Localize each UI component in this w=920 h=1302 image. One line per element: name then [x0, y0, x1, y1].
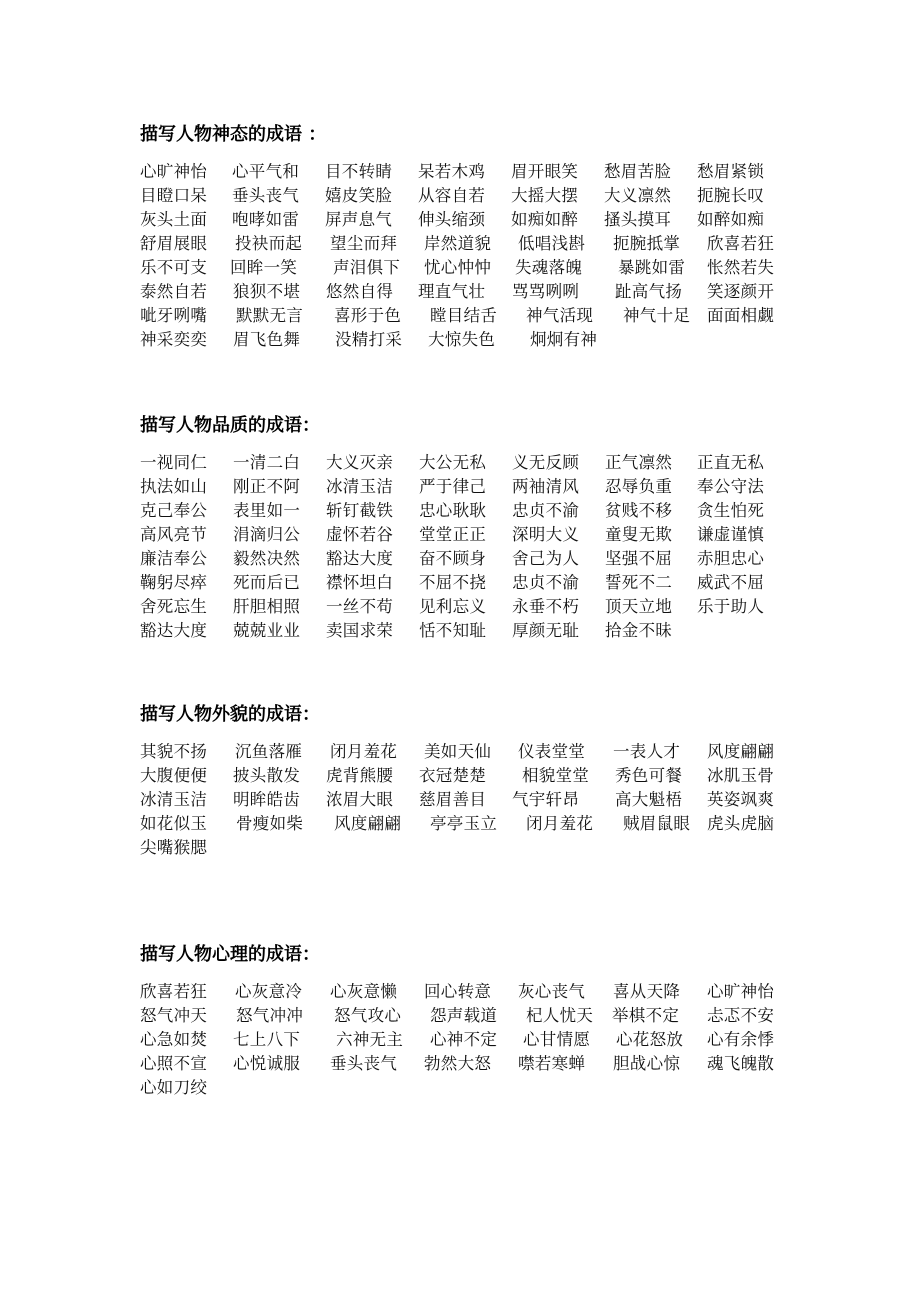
idiom: 冰清玉洁: [140, 790, 208, 809]
section-psychology: [140, 944, 820, 1100]
idiom: 回心转意: [424, 982, 492, 1001]
section-character: [140, 415, 820, 643]
section-heading: 描写人物神态的成语 ：: [140, 124, 327, 145]
idiom: 岸然道貌: [424, 234, 492, 253]
idiom: 神采奕奕: [140, 330, 208, 349]
idiom: 眉飞色舞: [233, 330, 301, 349]
idiom: 心花怒放: [616, 1030, 684, 1049]
section-demeanor: [140, 124, 820, 352]
idiom: 欣喜若狂: [140, 982, 208, 1001]
idiom: 风度翩翩: [334, 814, 402, 833]
idiom-row: [140, 160, 820, 184]
idiom-row: [140, 595, 820, 619]
idiom: 见利忘义: [419, 597, 487, 616]
idiom: 灰心丧气: [518, 982, 586, 1001]
idiom: 忠贞不渝: [512, 573, 580, 592]
idiom: 举棋不定: [612, 1006, 680, 1025]
idiom-row: [140, 1028, 820, 1052]
idiom: 扼腕抵掌: [613, 234, 681, 253]
idiom: 大摇大摆: [511, 186, 579, 205]
idiom-row: [140, 740, 820, 764]
idiom: 杞人忧天: [526, 1006, 594, 1025]
idiom: 堂堂正正: [419, 525, 487, 544]
idiom: 如花似玉: [140, 814, 208, 833]
idiom: 嬉皮笑脸: [325, 186, 393, 205]
idiom: 谦虚谨慎: [697, 525, 765, 544]
idiom: 心灰意懒: [330, 982, 398, 1001]
idiom: 死而后已: [233, 573, 301, 592]
idiom: 心旷神怡: [140, 162, 208, 181]
idiom: 亭亭玉立: [430, 814, 498, 833]
idiom: 心甘情愿: [523, 1030, 591, 1049]
idiom: 永垂不朽: [512, 597, 580, 616]
idiom: 大公无私: [419, 453, 487, 472]
idiom: 忍辱负重: [605, 477, 673, 496]
idiom-row: [140, 1052, 820, 1076]
idiom: 怨声载道: [430, 1006, 498, 1025]
idiom: 鞠躬尽瘁: [140, 573, 208, 592]
idiom-list: [140, 451, 820, 643]
idiom: 刚正不阿: [233, 477, 301, 496]
idiom: 风度翩翩: [707, 742, 775, 761]
idiom-row: [140, 547, 820, 571]
idiom: 炯炯有神: [530, 330, 598, 349]
idiom: 心平气和: [232, 162, 300, 181]
idiom: 誓死不二: [605, 573, 673, 592]
section-appearance: [140, 704, 820, 860]
idiom: 声泪俱下: [333, 258, 401, 277]
idiom: 目瞪口呆: [140, 186, 208, 205]
idiom: 骂骂咧咧: [512, 282, 580, 301]
idiom: 低唱浅斟: [518, 234, 586, 253]
idiom-row: [140, 208, 820, 232]
idiom: 一视同仁: [140, 453, 208, 472]
idiom: 贫贱不移: [605, 501, 673, 520]
idiom: 两袖清风: [512, 477, 580, 496]
idiom: 心灰意冷: [235, 982, 303, 1001]
idiom: 奋不顾身: [419, 549, 487, 568]
idiom: 肝胆相照: [233, 597, 301, 616]
idiom: 投袂而起: [235, 234, 303, 253]
idiom: 面面相觑: [707, 306, 775, 325]
idiom: 忧心忡忡: [424, 258, 492, 277]
idiom: 回眸一笑: [230, 258, 298, 277]
idiom: 屏声息气: [325, 210, 393, 229]
idiom: 童叟无欺: [605, 525, 673, 544]
idiom: 从容自若: [418, 186, 486, 205]
idiom: 灰头土面: [140, 210, 208, 229]
idiom: 厚颜无耻: [512, 621, 580, 640]
idiom: 眉开眼笑: [511, 162, 579, 181]
idiom: 虎头虎脑: [707, 814, 775, 833]
idiom: 顶天立地: [605, 597, 673, 616]
idiom: 奉公守法: [697, 477, 765, 496]
idiom-row: [140, 836, 820, 860]
idiom: 心照不宣: [140, 1054, 208, 1073]
idiom: 英姿飒爽: [707, 790, 775, 809]
idiom: 扼腕长叹: [697, 186, 765, 205]
idiom-row: [140, 788, 820, 812]
idiom: 心如刀绞: [140, 1078, 208, 1097]
idiom: 卖国求荣: [326, 621, 394, 640]
idiom: 伸头缩颈: [418, 210, 486, 229]
idiom: 魂飞魄散: [707, 1054, 775, 1073]
idiom: 骨瘦如柴: [236, 814, 304, 833]
idiom-row: [140, 812, 820, 836]
idiom: 威武不屈: [697, 573, 765, 592]
idiom: 心旷神怡: [707, 982, 775, 1001]
idiom: 默默无言: [236, 306, 304, 325]
idiom: 喜形于色: [334, 306, 402, 325]
idiom: 心悦诚服: [233, 1054, 301, 1073]
idiom: 披头散发: [233, 766, 301, 785]
idiom: 大惊失色: [428, 330, 496, 349]
idiom-row: [140, 619, 820, 643]
idiom-row: [140, 280, 820, 304]
idiom: 怒气冲天: [140, 1006, 208, 1025]
section-heading: 描写人物外貌的成语：: [140, 704, 320, 725]
idiom: 大义凛然: [604, 186, 672, 205]
idiom: 豁达大度: [326, 549, 394, 568]
idiom: 其貌不扬: [140, 742, 208, 761]
idiom: 神气十足: [623, 306, 691, 325]
idiom: 心有余悸: [707, 1030, 775, 1049]
idiom: 大义灭亲: [326, 453, 394, 472]
idiom-row: [140, 1004, 820, 1028]
idiom: 理直气壮: [418, 282, 486, 301]
idiom: 美如天仙: [424, 742, 492, 761]
idiom: 深明大义: [512, 525, 580, 544]
idiom: 一表人才: [613, 742, 681, 761]
idiom: 怅然若失: [707, 258, 775, 277]
idiom: 斩钉截铁: [326, 501, 394, 520]
idiom: 明眸皓齿: [233, 790, 301, 809]
idiom: 狼狈不堪: [233, 282, 301, 301]
section-heading: 描写人物品质的成语：: [140, 415, 320, 436]
idiom: 舍死忘生: [140, 597, 208, 616]
idiom: 神气活现: [526, 306, 594, 325]
idiom: 忠贞不渝: [512, 501, 580, 520]
idiom: 呲牙咧嘴: [140, 306, 208, 325]
idiom: 悠然自得: [326, 282, 394, 301]
idiom: 忐忑不安: [707, 1006, 775, 1025]
idiom: 一清二白: [233, 453, 301, 472]
idiom: 怒气冲冲: [236, 1006, 304, 1025]
idiom: 相貌堂堂: [522, 766, 590, 785]
idiom: 舒眉展眼: [140, 234, 208, 253]
idiom: 廉洁奉公: [140, 549, 208, 568]
idiom: 喜从天降: [613, 982, 681, 1001]
idiom: 闭月羞花: [330, 742, 398, 761]
idiom: 义无反顾: [512, 453, 580, 472]
idiom: 高大魁梧: [615, 790, 683, 809]
idiom: 贼眉鼠眼: [623, 814, 691, 833]
idiom: 虚怀若谷: [326, 525, 394, 544]
idiom: 表里如一: [233, 501, 301, 520]
idiom: 咆哮如雷: [232, 210, 300, 229]
idiom: 望尘而拜: [330, 234, 398, 253]
idiom: 勃然大怒: [424, 1054, 492, 1073]
idiom: 襟怀坦白: [326, 573, 394, 592]
idiom: 执法如山: [140, 477, 208, 496]
idiom: 慈眉善目: [419, 790, 487, 809]
idiom: 趾高气扬: [615, 282, 683, 301]
idiom: 暴跳如雷: [618, 258, 686, 277]
idiom: 愁眉紧锁: [697, 162, 765, 181]
idiom: 心神不定: [430, 1030, 498, 1049]
idiom: 不屈不挠: [419, 573, 487, 592]
idiom: 毅然决然: [233, 549, 301, 568]
idiom: 乐于助人: [697, 597, 765, 616]
idiom: 一丝不苟: [326, 597, 394, 616]
idiom: 仪表堂堂: [518, 742, 586, 761]
idiom: 没精打采: [335, 330, 403, 349]
idiom-row: [140, 451, 820, 475]
idiom: 恬不知耻: [419, 621, 487, 640]
idiom: 冰肌玉骨: [707, 766, 775, 785]
idiom: 兢兢业业: [233, 621, 301, 640]
idiom-row: [140, 499, 820, 523]
idiom: 闭月羞花: [526, 814, 594, 833]
idiom: 如醉如痴: [697, 210, 765, 229]
idiom: 目不转睛: [325, 162, 393, 181]
idiom: 噤若寒蝉: [518, 1054, 586, 1073]
idiom: 七上八下: [233, 1030, 301, 1049]
idiom-row: [140, 475, 820, 499]
idiom-row: [140, 328, 820, 352]
idiom: 浓眉大眼: [326, 790, 394, 809]
idiom: 衣冠楚楚: [419, 766, 487, 785]
idiom-list: [140, 160, 820, 352]
idiom: 呆若木鸡: [418, 162, 486, 181]
idiom: 高风亮节: [140, 525, 208, 544]
idiom: 愁眉苦脸: [604, 162, 672, 181]
idiom: 欣喜若狂: [707, 234, 775, 253]
idiom: 正直无私: [697, 453, 765, 472]
idiom: 涓滴归公: [233, 525, 301, 544]
idiom-row: [140, 571, 820, 595]
idiom-row: [140, 256, 820, 280]
idiom: 拾金不昧: [605, 621, 673, 640]
idiom: 胆战心惊: [613, 1054, 681, 1073]
idiom: 秀色可餐: [615, 766, 683, 785]
idiom-row: [140, 232, 820, 256]
idiom: 大腹便便: [140, 766, 208, 785]
idiom: 虎背熊腰: [326, 766, 394, 785]
section-heading: 描写人物心理的成语：: [140, 944, 320, 965]
idiom: 失魂落魄: [515, 258, 583, 277]
idiom: 豁达大度: [140, 621, 208, 640]
idiom: 正气凛然: [605, 453, 673, 472]
idiom: 搔头摸耳: [604, 210, 672, 229]
idiom: 六神无主: [336, 1030, 404, 1049]
idiom: 冰清玉洁: [326, 477, 394, 496]
idiom: 贪生怕死: [697, 501, 765, 520]
idiom: 笑逐颜开: [707, 282, 775, 301]
idiom-row: [140, 523, 820, 547]
idiom: 沉鱼落雁: [235, 742, 303, 761]
idiom-list: [140, 980, 820, 1100]
idiom: 泰然自若: [140, 282, 208, 301]
idiom: 克己奉公: [140, 501, 208, 520]
idiom: 气宇轩昂: [512, 790, 580, 809]
idiom-list: [140, 740, 820, 860]
idiom: 瞠目结舌: [430, 306, 498, 325]
idiom: 如痴如醉: [511, 210, 579, 229]
idiom: 垂头丧气: [232, 186, 300, 205]
idiom: 坚强不屈: [605, 549, 673, 568]
idiom: 赤胆忠心: [697, 549, 765, 568]
idiom: 心急如焚: [140, 1030, 208, 1049]
idiom: 舍己为人: [512, 549, 580, 568]
idiom: 垂头丧气: [330, 1054, 398, 1073]
idiom-row: [140, 764, 820, 788]
idiom: 乐不可支: [140, 258, 208, 277]
idiom-row: [140, 304, 820, 328]
idiom: 忠心耿耿: [419, 501, 487, 520]
idiom: 尖嘴猴腮: [140, 838, 208, 857]
idiom: 严于律己: [419, 477, 487, 496]
idiom-row: [140, 184, 820, 208]
idiom-row: [140, 1076, 820, 1100]
idiom: 怒气攻心: [334, 1006, 402, 1025]
idiom-row: [140, 980, 820, 1004]
